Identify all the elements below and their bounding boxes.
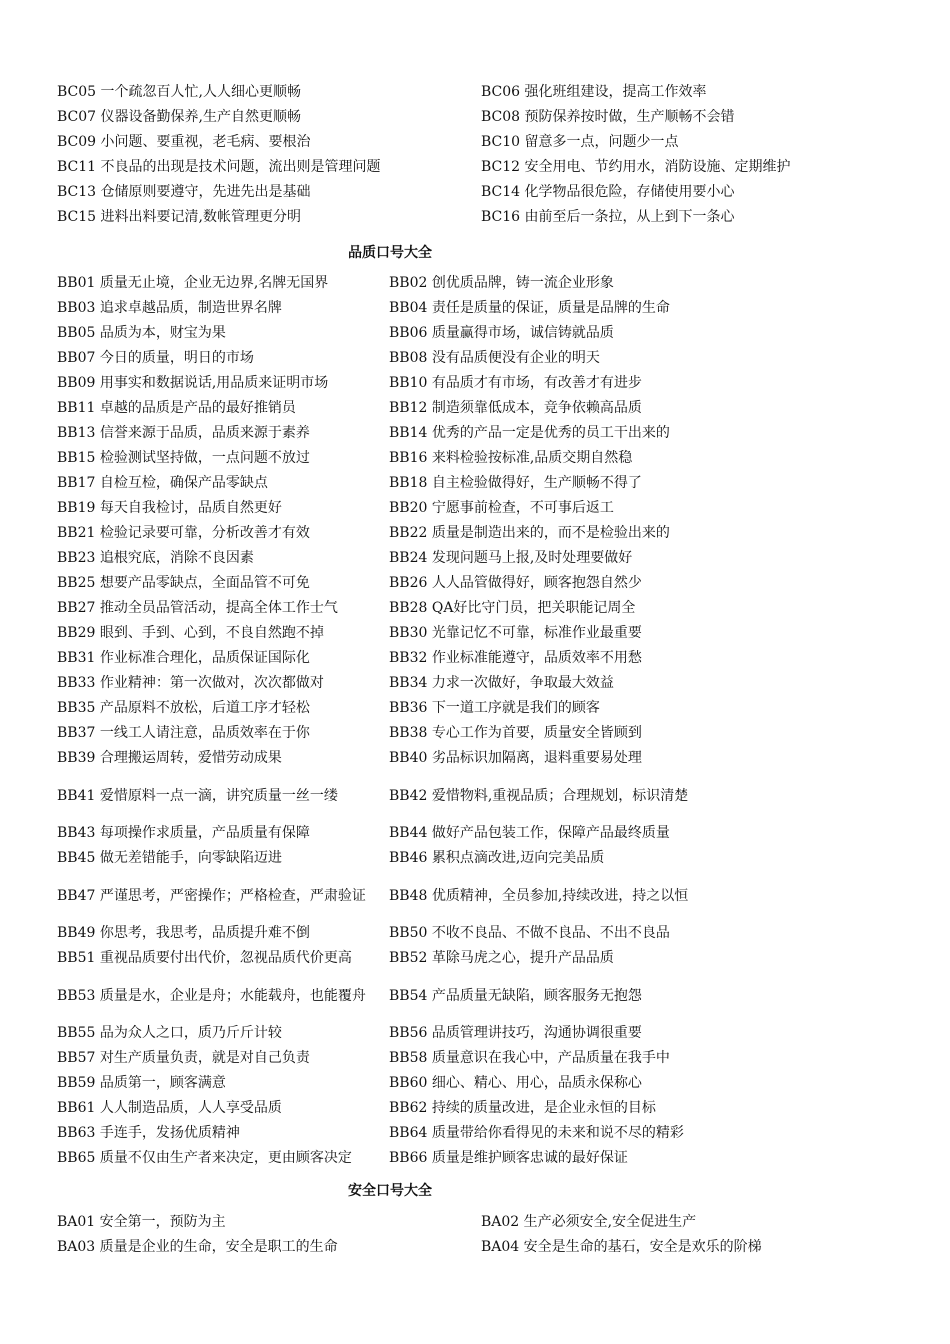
slogan-entry [389, 521, 889, 546]
slogan-entry [57, 1046, 389, 1071]
slogan-entry [389, 971, 889, 1021]
slogan-text: BC16 由前至后一条拉，从上到下一条心 [481, 209, 735, 225]
slogan-text: BB01 质量无止境，企业无边界,名牌无国界 [57, 275, 329, 291]
slogan-entry [57, 1146, 389, 1171]
slogan-text: BB19 每天自我检讨，品质自然更好 [57, 500, 282, 516]
slogan-text: BB15 检验测试坚持做，一点问题不放过 [57, 450, 310, 466]
slogan-entry [481, 1235, 897, 1260]
slogan-text: BB34 力求一次做好，争取最大效益 [389, 675, 614, 691]
slogan-entry [57, 80, 481, 105]
slogan-text: BB03 追求卓越品质，制造世界名牌 [57, 300, 282, 316]
quality-slogan-table [57, 271, 897, 1171]
slogan-text: BB10 有品质才有市场，有改善才有进步 [389, 375, 642, 391]
slogan-text: BB39 合理搬运周转，爱惜劳动成果 [57, 750, 282, 766]
slogan-entry [481, 80, 897, 105]
slogan-text: BB32 作业标准能遵守，品质效率不用愁 [389, 650, 642, 666]
slogan-text: BB24 发现问题马上报,及时处理要做好 [389, 550, 633, 566]
slogan-text: BB30 光靠记忆不可靠，标准作业最重要 [389, 625, 642, 641]
slogan-entry [389, 946, 889, 971]
slogan-text: BB41 爱惜原料一点一滴，讲究质量一丝一缕 [57, 787, 338, 804]
slogan-text: BB35 产品原料不放松，后道工序才轻松 [57, 700, 310, 716]
slogan-entry [389, 396, 889, 421]
slogan-entry [57, 130, 481, 155]
slogan-text: BB12 制造须靠低成本，竞争依赖高品质 [389, 400, 642, 416]
slogan-text: BB54 产品质量无缺陷，顾客服务无抱怨 [389, 987, 642, 1004]
slogan-text: BB66 质量是维护顾客忠诚的最好保证 [389, 1150, 628, 1166]
slogan-entry [389, 1096, 889, 1121]
slogan-entry [481, 205, 897, 230]
slogan-entry [389, 821, 889, 846]
slogan-entry [57, 321, 389, 346]
slogan-entry [57, 721, 389, 746]
slogan-entry [481, 155, 897, 180]
slogan-entry [57, 346, 389, 371]
slogan-entry [57, 621, 389, 646]
slogan-entry [57, 421, 389, 446]
slogan-text: BB42 爱惜物料,重视品质；合理规划，标识清楚 [389, 788, 689, 804]
slogan-text: BB13 信誉来源于品质，品质来源于素养 [57, 425, 310, 441]
slogan-text: BB27 推动全员品管活动，提高全体工作士气 [57, 600, 338, 616]
slogan-entry [389, 1021, 889, 1046]
slogan-text: BB26 人人品管做得好，顾客抱怨自然少 [389, 575, 642, 591]
slogan-entry [57, 546, 389, 571]
slogan-text: BB48 优质精神，全员参加,持续改进，持之以恒 [389, 888, 689, 904]
slogan-entry [389, 371, 889, 396]
slogan-text: BB49 你思考，我思考，品质提升难不倒 [57, 925, 310, 941]
slogan-entry [57, 846, 389, 871]
slogan-text: BA03 质量是企业的生命，安全是职工的生命 [57, 1239, 338, 1255]
slogan-text: BC06 强化班组建设，提高工作效率 [481, 84, 707, 100]
slogan-text: BB31 作业标准合理化，品质保证国际化 [57, 650, 310, 666]
slogan-entry [481, 105, 897, 130]
slogan-text: BB38 专心工作为首要，质量安全皆顾到 [389, 725, 642, 741]
slogan-entry [57, 1121, 389, 1146]
slogan-entry [57, 521, 389, 546]
slogan-text: BB45 做无差错能手，向零缺陷迈进 [57, 850, 282, 866]
slogan-entry [57, 205, 481, 230]
slogan-entry [389, 496, 889, 521]
slogan-text: BB11 卓越的品质是产品的最好推销员 [57, 400, 296, 416]
slogan-text: BB23 追根究底，消除不良因素 [57, 550, 254, 566]
quality-section-title: 品质口号大全 [348, 245, 432, 261]
slogan-entry [57, 296, 389, 321]
slogan-text: BB25 想要产品零缺点，全面品管不可免 [57, 575, 310, 591]
slogan-entry [389, 696, 889, 721]
slogan-entry [389, 421, 889, 446]
safety-section-title: 安全口号大全 [348, 1183, 432, 1199]
slogan-entry [57, 396, 389, 421]
slogan-entry [481, 130, 897, 155]
slogan-entry [389, 871, 889, 921]
slogan-text: BB46 累积点滴改进,迈向完美品质 [389, 850, 605, 866]
slogan-text: BB04 责任是质量的保证，质量是品牌的生命 [389, 300, 670, 316]
slogan-text: BC08 预防保养按时做，生产顺畅不会错 [481, 109, 735, 125]
slogan-entry [57, 1210, 481, 1235]
slogan-entry [57, 771, 389, 821]
slogan-entry [389, 271, 889, 296]
slogan-entry [389, 921, 889, 946]
slogan-text: BB09 用事实和数据说话,用品质来证明市场 [57, 375, 329, 391]
slogan-text: BB22 质量是制造出来的，而不是检验出来的 [389, 525, 670, 541]
slogan-text: BB40 劣品标识加隔离，退料重要易处理 [389, 750, 642, 766]
slogan-text: BB64 质量带给你看得见的未来和说不尽的精彩 [389, 1125, 684, 1141]
slogan-text: BB17 自检互检，确保产品零缺点 [57, 475, 268, 491]
slogan-text: BB50 不收不良品、不做不良品、不出不良品 [389, 925, 670, 941]
slogan-text: BB20 宁愿事前检查，不可事后返工 [389, 500, 614, 516]
slogan-entry [389, 1146, 889, 1171]
slogan-text: BB59 品质第一，顾客满意 [57, 1075, 226, 1091]
slogan-entry [57, 746, 389, 771]
slogan-text: BB51 重视品质要付出代价，忽视品质代价更高 [57, 950, 352, 966]
slogan-entry [481, 1210, 897, 1235]
slogan-entry [57, 1021, 389, 1046]
slogan-text: BC15 进料出料要记清,数帐管理更分明 [57, 209, 301, 225]
slogan-entry [57, 1096, 389, 1121]
slogan-entry [57, 871, 389, 921]
slogan-entry [389, 621, 889, 646]
slogan-entry [57, 496, 389, 521]
slogan-text: BB16 来料检验按标准,品质交期自然稳 [389, 450, 633, 466]
slogan-text: BB44 做好产品包装工作，保障产品最终质量 [389, 825, 670, 841]
slogan-entry [389, 721, 889, 746]
slogan-entry [57, 696, 389, 721]
slogan-text: BA04 安全是生命的基石，安全是欢乐的阶梯 [481, 1239, 762, 1255]
slogan-text: BA01 安全第一，预防为主 [57, 1214, 226, 1230]
slogan-entry [57, 646, 389, 671]
slogan-text: BB21 检验记录要可靠，分析改善才有效 [57, 525, 310, 541]
slogan-entry [57, 1235, 481, 1260]
slogan-entry [389, 771, 889, 821]
slogan-entry [389, 321, 889, 346]
slogan-entry [57, 596, 389, 621]
slogan-entry [389, 546, 889, 571]
slogan-entry [389, 596, 889, 621]
slogan-text: BB33 作业精神：第一次做对，次次都做对 [57, 675, 324, 691]
slogan-entry [57, 180, 481, 205]
slogan-text: BB43 每项操作求质量，产品质量有保障 [57, 825, 310, 841]
slogan-text: BC13 仓储原则要遵守，先进先出是基础 [57, 184, 311, 200]
slogan-entry [389, 571, 889, 596]
slogan-text: BB56 品质管理讲技巧，沟通协调很重要 [389, 1025, 642, 1041]
slogan-entry [389, 671, 889, 696]
slogan-text: BB62 持续的质量改进，是企业永恒的目标 [389, 1100, 656, 1116]
slogan-text: BC12 安全用电、节约用水，消防设施、定期维护 [481, 159, 791, 175]
slogan-text: BC09 小问题、要重视，老毛病、要根治 [57, 134, 311, 150]
slogan-text: BB52 革除马虎之心，提升产品品质 [389, 950, 614, 966]
slogan-text: BB05 品质为本，财宝为果 [57, 325, 226, 341]
slogan-entry [389, 646, 889, 671]
slogan-entry [57, 446, 389, 471]
slogan-text: BA02 生产必须安全,安全促进生产 [481, 1214, 697, 1230]
slogan-text: BB28 QA好比守门员，把关职能记周全 [389, 600, 636, 616]
slogan-entry [57, 471, 389, 496]
slogan-text: BB55 品为众人之口，质乃斤斤计较 [57, 1025, 282, 1041]
slogan-text: BB06 质量赢得市场，诚信铸就品质 [389, 325, 614, 341]
slogan-text: BC14 化学物品很危险，存储使用要小心 [481, 184, 735, 200]
slogan-entry [389, 846, 889, 871]
slogan-entry [389, 746, 889, 771]
slogan-entry [389, 1046, 889, 1071]
slogan-text: BB58 质量意识在我心中，产品质量在我手中 [389, 1050, 670, 1066]
slogan-entry [389, 346, 889, 371]
slogan-text: BC10 留意多一点，问题少一点 [481, 134, 679, 150]
slogan-entry [57, 821, 389, 846]
slogan-text: BC11 不良品的出现是技术问题，流出则是管理问题 [57, 159, 381, 175]
slogan-text: BB61 人人制造品质，人人享受品质 [57, 1100, 282, 1116]
slogan-entry [389, 1121, 889, 1146]
slogan-entry [389, 446, 889, 471]
slogan-entry [389, 296, 889, 321]
slogan-entry [57, 971, 389, 1021]
slogan-text: BB07 今日的质量，明日的市场 [57, 350, 254, 366]
slogan-entry [57, 946, 389, 971]
slogan-text: BC07 仪器设备勤保养,生产自然更顺畅 [57, 109, 301, 125]
slogan-text: BB63 手连手，发扬优质精神 [57, 1125, 240, 1141]
slogan-text: BB47 严谨思考，严密操作；严格检查，严肃验证 [57, 888, 366, 904]
slogan-text: BB53 质量是水，企业是舟；水能载舟，也能覆舟 [57, 988, 366, 1004]
slogan-entry [57, 371, 389, 396]
slogan-entry [57, 105, 481, 130]
slogan-entry [57, 671, 389, 696]
slogan-entry [57, 155, 481, 180]
safety-slogan-table [57, 1210, 897, 1260]
slogan-text: BB14 优秀的产品一定是优秀的员工干出来的 [389, 425, 670, 441]
slogan-text: BC05 一个疏忽百人忙,人人细心更顺畅 [57, 84, 301, 100]
slogan-text: BB60 细心、精心、用心，品质永保称心 [389, 1075, 642, 1091]
slogan-text: BB29 眼到、手到、心到，不良自然跑不掉 [57, 625, 324, 641]
slogan-entry [389, 471, 889, 496]
bc-slogan-table [57, 80, 897, 230]
slogan-entry [57, 921, 389, 946]
slogan-entry [389, 1071, 889, 1096]
slogan-text: BB08 没有品质便没有企业的明天 [389, 350, 600, 366]
slogan-text: BB65 质量不仅由生产者来决定，更由顾客决定 [57, 1150, 352, 1166]
slogan-text: BB18 自主检验做得好，生产顺畅不得了 [389, 475, 642, 491]
slogan-entry [481, 180, 897, 205]
slogan-text: BB02 创优质品牌，铸一流企业形象 [389, 275, 614, 291]
slogan-entry [57, 571, 389, 596]
slogan-entry [57, 1071, 389, 1096]
slogan-text: BB36 下一道工序就是我们的顾客 [389, 700, 600, 716]
slogan-text: BB57 对生产质量负责，就是对自己负责 [57, 1050, 310, 1066]
slogan-entry [57, 271, 389, 296]
slogan-text: BB37 一线工人请注意，品质效率在于你 [57, 725, 310, 741]
